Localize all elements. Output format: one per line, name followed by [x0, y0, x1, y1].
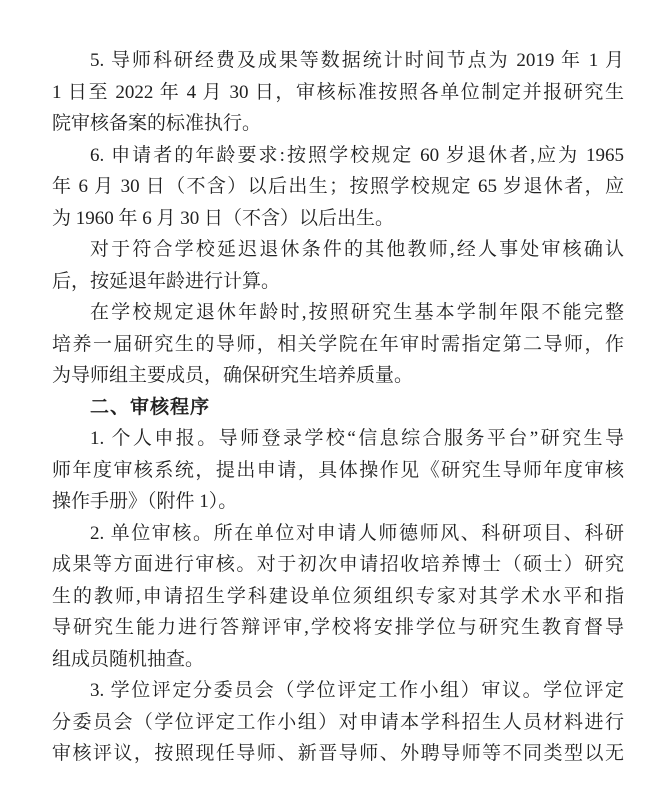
- item-6-age-requirement: [52, 140, 624, 235]
- section-2-heading-line-1: 二、审核程序: [90, 396, 211, 418]
- delayed-retirement-note-line-2: 后，按延退年龄进行计算。: [52, 270, 281, 292]
- step-3-degree-subcommittee: [52, 675, 624, 770]
- section-2-heading: [52, 392, 624, 424]
- step-2-unit-review-line-3: 生的教师,申请招生学科建设单位须组织专家对其学术水平和指: [52, 585, 624, 607]
- item-6-age-requirement-line-2: 年 6 月 30 日（不含）以后出生；按照学校规定 65 岁退休者，应: [52, 176, 624, 197]
- step-2-unit-review-line-1: 2. 单位审核。所在单位对申请人师德师风、科研项目、科研: [90, 522, 624, 544]
- step-3-degree-subcommittee-line-1: 3. 学位评定分委员会（学位评定工作小组）审议。学位评定: [90, 680, 624, 701]
- item-6-age-requirement-line-1: 6. 申请者的年龄要求:按照学校规定 60 岁退休者,应为 1965: [90, 144, 624, 166]
- second-supervisor-note-line-2: 培养一届研究生的导师，相关学院在年审时需指定第二导师，作: [52, 333, 624, 355]
- step-3-degree-subcommittee-line-3: 审核评议，按照现任导师、新晋导师、外聘导师等不同类型以无: [52, 743, 624, 764]
- item-6-age-requirement-line-3: 为 1960 年 6 月 30 日（不含）以后出生。: [52, 207, 395, 229]
- second-supervisor-note-line-1: 在学校规定退休年龄时,按照研究生基本学制年限不能完整: [90, 302, 624, 323]
- step-1-personal-application-line-3: 操作手册》（附件 1）。: [52, 491, 238, 512]
- step-2-unit-review-line-5: 组成员随机抽查。: [52, 648, 205, 670]
- item-5-funding-statistics-line-3: 院审核备案的标准执行。: [52, 113, 262, 134]
- second-supervisor-note: [52, 297, 624, 392]
- item-5-funding-statistics-line-2: 1 日至 2022 年 4 月 30 日，审核标准按照各单位制定并报研究生: [52, 81, 624, 103]
- step-1-personal-application-line-2: 师年度审核系统，提出申请，具体操作见《研究生导师年度审核: [52, 459, 624, 481]
- step-2-unit-review: [52, 518, 624, 676]
- document-content: [52, 45, 624, 770]
- delayed-retirement-note: [52, 234, 624, 297]
- step-2-unit-review-line-2: 成果等方面进行审核。对于初次申请招收培养博士（硕士）研究: [52, 554, 624, 575]
- step-2-unit-review-line-4: 导研究生能力进行答辩评审,学校将安排学位与研究生教育督导: [52, 617, 624, 638]
- second-supervisor-note-line-3: 为导师组主要成员，确保研究生培养质量。: [52, 365, 414, 386]
- item-5-funding-statistics-line-1: 5. 导师科研经费及成果等数据统计时间节点为 2019 年 1 月: [90, 50, 624, 71]
- item-5-funding-statistics: [52, 45, 624, 140]
- step-1-personal-application-line-1: 1. 个人申报。导师登录学校“信息综合服务平台”研究生导: [90, 428, 624, 449]
- delayed-retirement-note-line-1: 对于符合学校延迟退休条件的其他教师,经人事处审核确认: [90, 239, 624, 260]
- step-3-degree-subcommittee-line-2: 分委员会（学位评定工作小组）对申请本学科招生人员材料进行: [52, 711, 624, 733]
- step-1-personal-application: [52, 423, 624, 518]
